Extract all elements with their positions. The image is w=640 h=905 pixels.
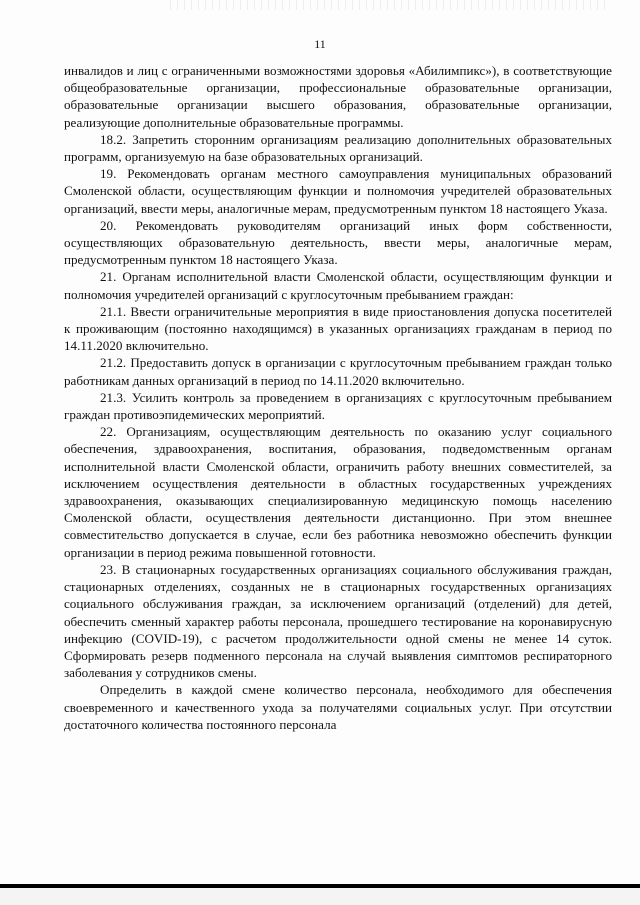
paragraph-23-staffing: Определить в каждой смене количество персонала, необходимого для обеспечения своевременного и качественного ухода за получателями социальных услуг. При отсутствии достаточного количества постоянного персонала [64, 682, 612, 732]
paragraph-18-2: 18.2. Запретить сторонним организациям реализацию дополнительных образовательных программ, организуемую на базе образовательных организаций. [64, 131, 612, 165]
paragraph-21-3: 21.3. Усилить контроль за проведением в организациях с круглосуточным пребыванием граждан противоэпидемических мероприятий. [64, 389, 612, 423]
paragraph-21: 21. Органам исполнительной власти Смоленской области, осуществляющим функции и полномочия учредителей организаций с круглосуточным пребыванием граждан: [64, 269, 612, 302]
paragraph-19: 19. Рекомендовать органам местного самоуправления муниципальных образований Смоленской области, осуществляющим функции и полномочия учредителей образовательных организаций, ввести меры, аналогичные мерам, предусмотренным пунктом 18 настоящего Указа. [64, 166, 612, 216]
paragraph-23: 23. В стационарных государственных организациях социального обслуживания граждан, стационарных отделениях, созданных не в стационарных государственных организациях социального обслуживания граждан, за исключением организаций (отделений) для детей, обеспечить сменный характер работы персонала, прошедшего тестирование на коронавирусную инфекцию (COVID-19), с расчетом продолжительности одной смены не менее 14 суток. Сформировать резерв подменного персонала на случай выявления симптомов респираторного заболевания у сотрудников смены. [64, 561, 612, 681]
scan-bottom-margin [0, 888, 640, 905]
document-body [64, 62, 612, 733]
paragraph-20: 20. Рекомендовать руководителям организаций иных форм собственности, осуществляющих образовательную деятельность, ввести меры, аналогичные мерам, предусмотренным пунктом 18 настоящего Указа. [64, 217, 612, 268]
paragraph-continued: инвалидов и лиц с ограниченными возможностями здоровья «Абилимпикс»), в соответствующие общеобразовательные организации, профессиональные образовательные организации, образовательные организации высшего образования, образовательные организации, реализующие дополнительные образовательные программы. [64, 63, 612, 130]
scan-artifact [170, 0, 610, 10]
page-number: 11 [314, 37, 326, 51]
paragraph-22: 22. Организациям, осуществляющим деятельность по оказанию услуг социального обеспечения, здравоохранения, воспитания, образования, подведомственным органам исполнительной власти Смоленской области, ограничить работу внешних совместителей, за исключением осуществления деятельности в областных государственных учреждениях здравоохранения, оказывающих специализированную медицинскую помощь населению Смоленской области, осуществления деятельности дистанционно. При этом внешнее совместительство допускается в случае, если без работника невозможно обеспечить функции организации в период режима повышенной готовности. [64, 424, 612, 560]
paragraph-21-1: 21.1. Ввести ограничительные мероприятия в виде приостановления допуска посетителей к проживающим (постоянно находящимся) в указанных организациях гражданам в период по 14.11.2020 включительно. [64, 303, 612, 354]
paragraph-21-2: 21.2. Предоставить допуск в организации с круглосуточным пребыванием граждан только работникам данных организаций в период по 14.11.2020 включительно. [64, 355, 612, 388]
